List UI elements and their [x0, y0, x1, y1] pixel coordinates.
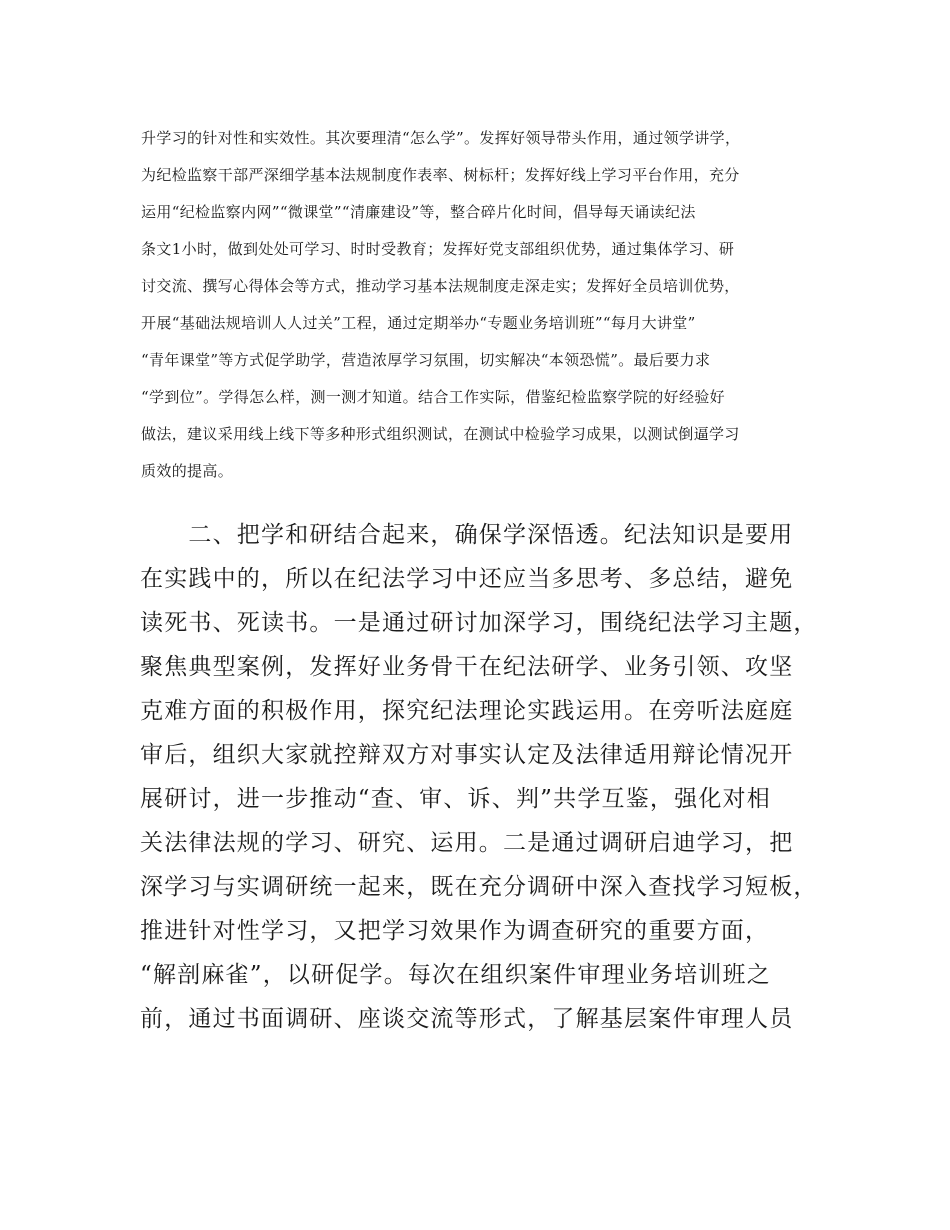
text-line: 讨交流、撰写心得体会等方式，推动学习基本法规制度走深走实；发挥好全员培训优势， — [141, 277, 740, 295]
text-line: 做法，建议采用线上线下等多种形式组织测试，在测试中检验学习成果，以测试倒逼学习 — [141, 425, 740, 443]
text-line: 二、把学和研结合起来，确保学深悟透。纪法知识是要用 — [140, 522, 794, 548]
text-line: 开展“基础法规培训人人过关”工程，通过定期举办“专题业务培训班”“每月大讲堂” — [141, 314, 696, 332]
text-line: “解剖麻雀”，以研促学。每次在组织案件审理业务培训班之 — [140, 962, 771, 988]
text-line: 运用“纪检监察内网”“微课堂”“清廉建设”等，整合碎片化时间，倡导每天诵读纪法 — [141, 203, 696, 221]
text-line: 审后，组织大家就控辩双方对事实认定及法律适用辩论情况开 — [140, 742, 794, 768]
text-line: “青年课堂”等方式促学助学，营造浓厚学习氛围，切实解决“本领恐慌”。最后要力求 — [141, 351, 711, 369]
text-line: “学到位”。学得怎么样，测一测才知道。结合工作实际，借鉴纪检监察学院的好经验好 — [141, 388, 725, 406]
text-line: 为纪检监察干部严深细学基本法规制度作表率、树标杆；发挥好线上学习平台作用，充分 — [141, 166, 740, 184]
text-line: 读死书、死读书。一是通过研讨加深学习，围绕纪法学习主题， — [140, 610, 818, 636]
text-line: 质效的提高。 — [141, 462, 234, 480]
text-line: 条文1小时，做到处处可学习、时时受教育；发挥好党支部组织优势，通过集体学习、研 — [141, 240, 735, 258]
text-line: 展研讨，进一步推动“查、审、诉、判”共学互鉴，强化对相 — [140, 786, 771, 812]
text-line: 在实践中的，所以在纪法学习中还应当多思考、多总结，避免 — [140, 566, 794, 592]
text-line: 前，通过书面调研、座谈交流等形式，了解基层案件审理人员 — [140, 1006, 794, 1032]
text-line: 推进针对性学习，又把学习效果作为调查研究的重要方面， — [140, 918, 770, 944]
text-line: 深学习与实调研统一起来，既在充分调研中深入查找学习短板， — [140, 874, 818, 900]
text-line: 聚焦典型案例，发挥好业务骨干在纪法研学、业务引领、攻坚 — [140, 654, 794, 680]
text-line: 关法律法规的学习、研究、运用。二是通过调研启迪学习，把 — [140, 830, 794, 856]
text-line: 升学习的针对性和实效性。其次要理清“怎么学”。发挥好领导带头作用，通过领学讲学， — [141, 129, 741, 147]
text-line: 克难方面的积极作用，探究纪法理论实践运用。在旁听法庭庭 — [140, 698, 794, 724]
